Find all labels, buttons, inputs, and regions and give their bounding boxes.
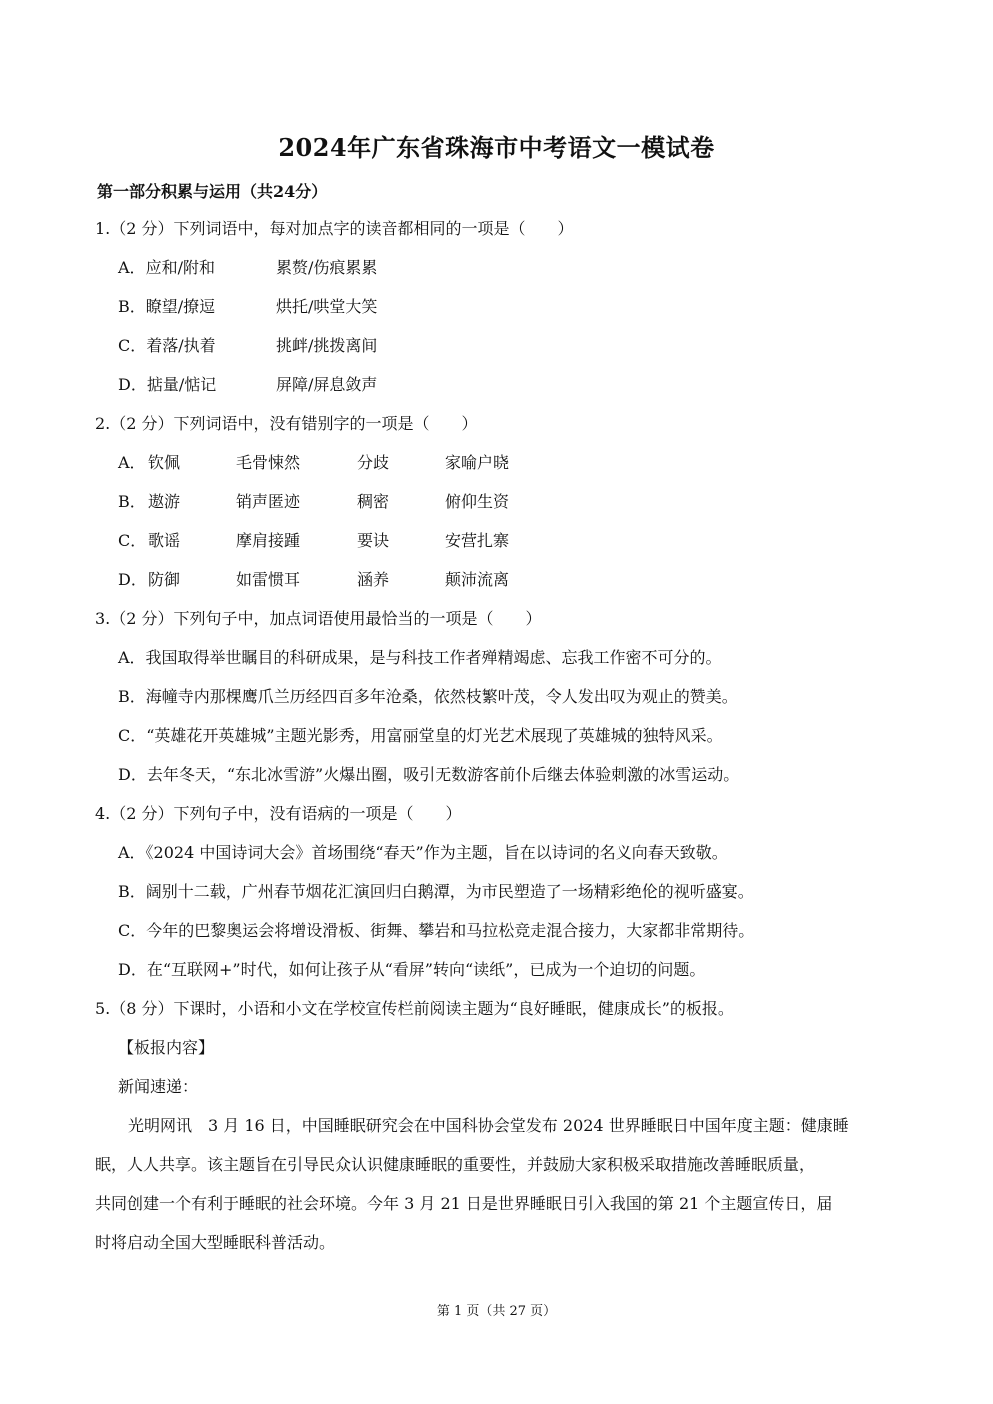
q1-option-c — [118, 335, 216, 357]
q2-option-b-word-2: 销声匿迹 — [236, 492, 301, 511]
news-line-1: 光明网讯 3 月 16 日，中国睡眠研究会在中国科协会堂发布 2024 世界睡眠日中国年度主题：健康睡 — [128, 1116, 849, 1135]
q1-option-b — [118, 296, 215, 318]
q2-option-d-word-1: 防御 — [148, 570, 181, 589]
q2-option-c-word-2: 摩肩接踵 — [236, 531, 301, 550]
option-word: 掂量/惦记 — [146, 375, 217, 394]
q2-option-a-label: A． — [118, 453, 146, 472]
news-line-3: 共同创建一个有利于睡眠的社会环境。今年 3 月 21 日是世界睡眠日引入我国的第 21 个主题宣传日，届 — [95, 1194, 833, 1213]
q3-option-a: A．我国取得举世瞩目的科研成果，是与科技工作者殚精竭虑、忘我工作密不可分的。 — [118, 648, 722, 667]
q2-option-d-word-2: 如雷惯耳 — [236, 570, 301, 589]
q2-option-a-word-3: 分歧 — [357, 453, 390, 472]
q2-option-b-word-1: 遨游 — [148, 492, 181, 511]
q3-option-b: B．海幢寺内那棵鹰爪兰历经四百多年沧桑，依然枝繁叶茂，令人发出叹为观止的赞美。 — [118, 687, 738, 706]
question-1-stem: 1.（2 分）下列词语中，每对加点字的读音都相同的一项是（ ） — [95, 219, 574, 238]
option-label: D． — [118, 375, 147, 394]
q4-option-b: B．阔别十二载，广州春节烟花汇演回归白鹅潭，为市民塑造了一场精彩绝伦的视听盛宴。 — [118, 882, 754, 901]
q2-option-c-label: C． — [118, 531, 147, 550]
q2-option-a-word-2: 毛骨悚然 — [236, 453, 301, 472]
option-label: A． — [118, 258, 146, 277]
q1-option-c-word-2: 挑衅/挑拨离间 — [276, 336, 378, 355]
option-label: C． — [118, 336, 147, 355]
question-3-stem: 3.（2 分）下列句子中，加点词语使用最恰当的一项是（ ） — [95, 609, 542, 628]
q2-option-d-word-3: 涵养 — [357, 570, 390, 589]
q2-option-a-word-4: 家喻户晓 — [445, 453, 510, 472]
q2-option-b-word-3: 稠密 — [357, 492, 390, 511]
q1-option-b-word-2: 烘托/哄堂大笑 — [276, 297, 378, 316]
q2-option-c-word-4: 安营扎寨 — [445, 531, 510, 550]
q3-option-d: D．去年冬天，“东北冰雪游”火爆出圈，吸引无数游客前仆后继去体验刺激的冰雪运动。 — [118, 765, 740, 784]
option-word: 着落/执着 — [146, 336, 216, 355]
q1-option-d — [118, 374, 216, 396]
page-title: 2024年广东省珠海市中考语文一模试卷 — [278, 133, 715, 162]
q2-option-b-word-4: 俯仰生资 — [445, 492, 510, 511]
q4-option-a: A．《2024 中国诗词大会》首场围绕“春天”作为主题，旨在以诗词的名义向春天致敬。 — [118, 843, 728, 862]
q2-option-b-label: B． — [118, 492, 146, 511]
board-heading: 【板报内容】 — [118, 1038, 215, 1057]
question-4-stem: 4.（2 分）下列句子中，没有语病的一项是（ ） — [95, 804, 462, 823]
q1-option-a — [118, 257, 215, 279]
news-line-2: 眠，人人共享。该主题旨在引导民众认识健康睡眠的重要性，并鼓励大家积极采取措施改善睡眠质量， — [95, 1155, 816, 1174]
news-line-4: 时将启动全国大型睡眠科普活动。 — [95, 1233, 336, 1252]
q4-option-d: D．在“互联网+”时代，如何让孩子从“看屏”转向“读纸”，已成为一个迫切的问题。 — [118, 960, 706, 979]
q1-option-a-word-2: 累赘/伤痕累累 — [276, 258, 378, 277]
q2-option-c-word-3: 要诀 — [357, 531, 390, 550]
section-heading: 第一部分积累与运用（共24分） — [97, 182, 328, 201]
q2-option-a-word-1: 钦佩 — [148, 453, 181, 472]
q2-option-c-word-1: 歌谣 — [148, 531, 181, 550]
question-5-stem: 5.（8 分）下课时，小语和小文在学校宣传栏前阅读主题为“良好睡眠，健康成长”的板报。 — [95, 999, 734, 1018]
q4-option-c: C．今年的巴黎奥运会将增设滑板、街舞、攀岩和马拉松竞走混合接力，大家都非常期待。 — [118, 921, 755, 940]
news-heading: 新闻速递： — [118, 1077, 199, 1096]
option-label: B． — [118, 297, 146, 316]
q3-option-c: C．“英雄花开英雄城”主题光影秀，用富丽堂皇的灯光艺术展现了英雄城的独特风采。 — [118, 726, 723, 745]
q2-option-d-word-4: 颠沛流离 — [445, 570, 510, 589]
page-footer: 第 1 页（共 27 页） — [436, 1304, 557, 1319]
q1-option-d-word-2: 屏障/屏息敛声 — [276, 375, 378, 394]
option-word: 应和/附和 — [145, 258, 215, 277]
option-word: 瞭望/撩逗 — [145, 297, 216, 316]
q2-option-d-label: D． — [118, 570, 147, 589]
question-2-stem: 2.（2 分）下列词语中，没有错别字的一项是（ ） — [95, 414, 478, 433]
